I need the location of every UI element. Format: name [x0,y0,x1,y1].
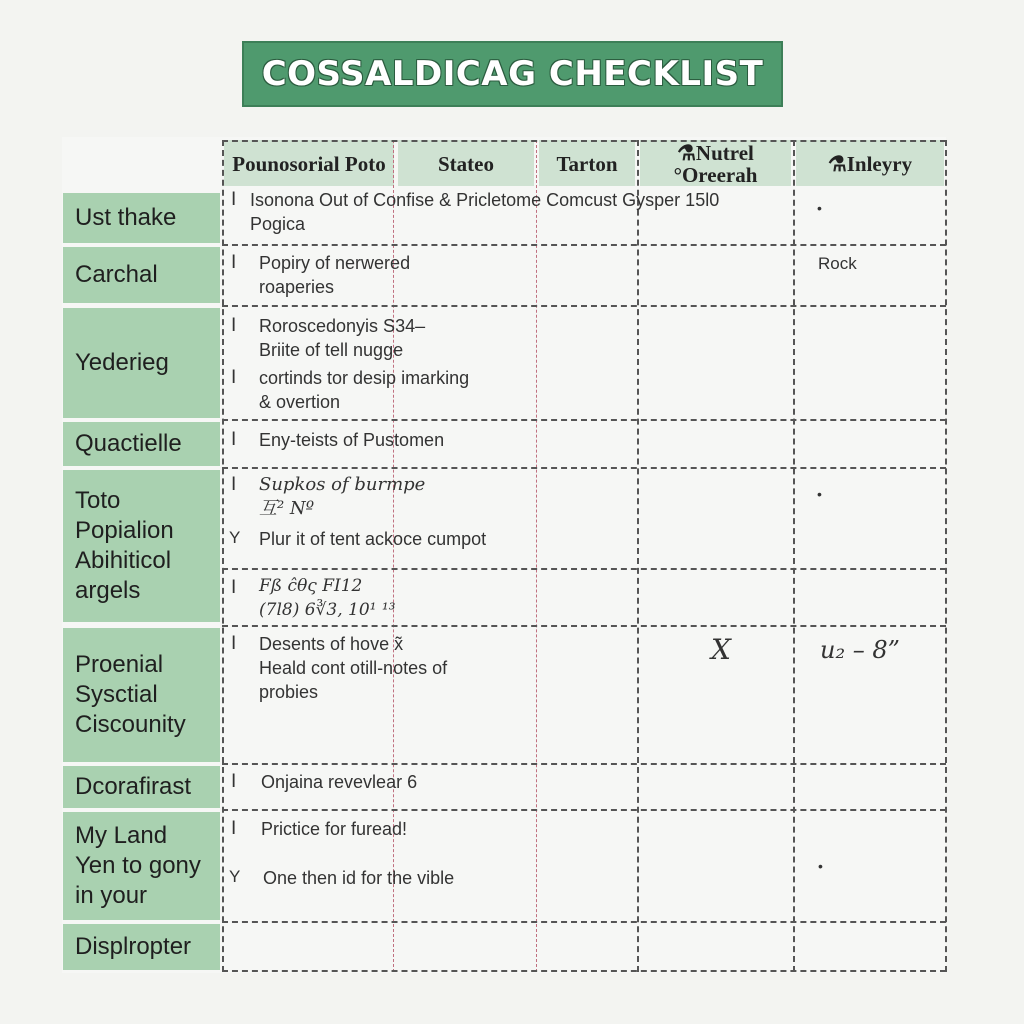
bullet-mark: I [231,189,237,210]
checklist-item-text: Plur it of tent ackoce cumpot [259,529,487,549]
column-header-2: Stateo [398,140,534,186]
checklist-item-text: Isonona Out of Confise & Pricletome Comcust Gysper 15l0 Pogica [250,190,720,234]
row-label: Carchal [63,247,220,303]
grid-line [222,419,946,421]
row-label: Ust thake [63,193,220,243]
bullet-mark: I [231,818,237,839]
grid-line [222,140,224,972]
row-label: Quactielle [63,422,220,466]
grid-line [945,140,947,972]
bullet-mark: I [231,367,237,388]
grid-line [222,140,946,142]
column-header-4: ⚗Nutrel °Oreerah [640,140,791,186]
bullet-mark: Y [229,528,241,547]
dot-mark: • [817,486,822,502]
checklist-item-text: Onjaina revevlear 6 [261,772,418,792]
bullet-mark: I [231,771,237,792]
grid-line [222,763,946,765]
grid-line [637,140,639,972]
row-label: Displropter [63,924,220,970]
bullet-mark: I [231,633,237,654]
checklist-item-text: Eny-teists of Pustomen [259,430,445,450]
grid-line [222,625,946,627]
checklist-item-text: Popiry of nerwered roaperies [259,253,411,297]
cell-note: Rock [818,254,857,273]
bullet-mark: I [231,315,237,336]
grid-line [222,809,946,811]
checklist-item-text: Supkos of burmpe 互² Nº [259,474,426,519]
page-title: COSSALDICAG CHECKLIST [242,41,783,107]
checklist-item-text: One then id for the vible [263,868,455,888]
grid-line [222,970,946,972]
grid-line [222,244,946,246]
column-header-5: ⚗Inleyry [796,140,944,186]
handwritten-note: u₂ – 8” [820,636,900,664]
bullet-mark: I [231,429,237,450]
row-label: My Land Yen to gony in your [63,812,220,920]
bullet-mark: I [231,577,237,598]
grid-line [222,305,946,307]
grid-line [222,921,946,923]
checklist-item-text: Prictice for furead! [261,819,408,839]
grid-line [793,140,795,972]
grid-line [222,568,946,570]
bullet-mark: I [231,252,237,273]
x-mark: X [711,633,731,666]
column-header-1: Pounosorial Poto [224,140,394,186]
column-header-3: Tarton [539,140,635,186]
grid-line [222,467,946,469]
row-label: Proenial Sysctial Ciscounity [63,628,220,762]
checklist-item-text: Desents of hove x̃ Heald cont otill-notes of probies [259,634,448,702]
row-label: Dcorafirast [63,766,220,808]
bullet-mark: Y [229,867,241,886]
checklist-item-text: cortinds tor desip imarking & overtion [259,368,470,412]
row-label: Yederieg [63,308,220,418]
dot-mark: • [818,858,823,874]
row-label: Toto Popialion Abihiticol argels [63,470,220,622]
checklist-item-text: Roroscedonyis S34– Briite of tell nugge [259,316,426,360]
bullet-mark: I [231,474,237,495]
dot-mark: • [817,200,822,216]
checklist-item-text: Fß ĉθς FI12 (7l8) 6∛3, 10¹ ¹³ [259,576,396,620]
